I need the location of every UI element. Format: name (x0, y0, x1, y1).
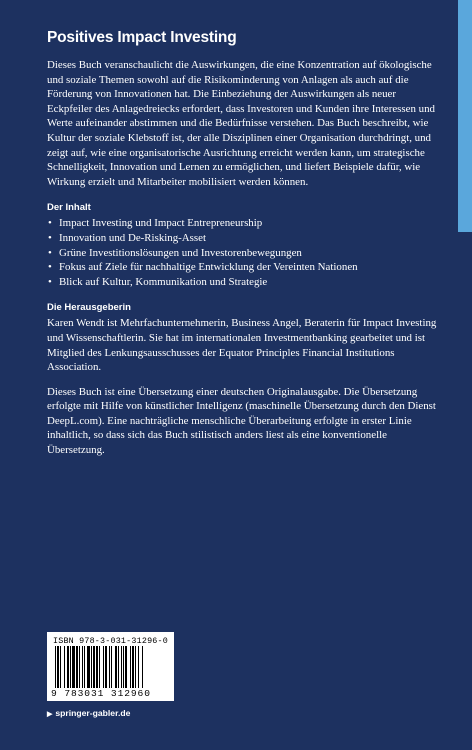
list-item: • Impact Investing und Impact Entrepreneurship (48, 217, 263, 230)
list-item: • Blick auf Kultur, Kommunikation und Strategie (48, 275, 268, 288)
isbn-barcode (47, 632, 174, 701)
publisher-url: springer-gabler.de (55, 708, 131, 718)
publisher-link[interactable] (47, 708, 130, 718)
book-title: Positives Impact Investing (47, 29, 237, 46)
accent-stripe (458, 0, 472, 232)
contents-heading: Der Inhalt (47, 202, 91, 214)
editor-heading: Die Herausgeberin (47, 302, 131, 314)
barcode-digits: 9 783031 312960 (51, 688, 151, 699)
barcode-icon (53, 646, 168, 688)
bullet-icon: • (48, 261, 52, 274)
translation-note: Dieses Buch ist eine Übersetzung einer deutschen Originalausgabe. Die Übersetzung erfolgte mit Hilfe von künstlicher Intelligenz (maschinelle Übersetzung durch den Dienst DeepL.com). Eine nachträgliche menschliche Überarbeitung erfolgte in erster Linie inhaltlich, so dass sich das Buch stilistisch anders liest als eine konventionelle Übersetzung. (47, 385, 436, 457)
triangle-right-icon: ▶ (47, 711, 53, 718)
isbn-label: ISBN 978-3-031-31296-0 (53, 636, 168, 646)
contents-list (47, 216, 441, 289)
bullet-icon: • (48, 246, 52, 259)
bullet-icon: • (48, 231, 52, 244)
bullet-icon: • (48, 275, 52, 288)
list-item: • Grüne Investitionslösungen und Investorenbewegungen (48, 246, 302, 259)
intro-paragraph: Dieses Buch veranschaulicht die Auswirkungen, die eine Konzentration auf ökologische und soziale Themen sowohl auf die Risikominderung von Anlagen als auch auf die Förderung von Innovationen hat. Die Einbeziehung der Auswirkungen als neuer Eckpfeiler des Anlagedreiecks erfordert, dass Investoren und Kunden ihre Interessen und Werte aufeinander abstimmen und die Bedürfnisse verstehen. Das Buch beschreibt, wie Kultur der soziale Klebstoff ist, der alle Disziplinen einer Organisation durchdringt, und zeigt auf, wie eine organisatorische Ausrichtung erreicht werden kann, um strategische Schnelligkeit, Innovation und Lernen zu ermöglichen, und liefert Beispiele dafür, wie Wirkung erzielt und Mitarbeiter mobilisiert werden können. (47, 59, 435, 188)
list-item: • Fokus auf Ziele für nachhaltige Entwicklung der Vereinten Nationen (48, 261, 358, 274)
editor-paragraph: Karen Wendt ist Mehrfachunternehmerin, Business Angel, Beraterin für Impact Investing und Wissenschaftlerin. Sie hat im internationalen Investmentbanking gearbeitet und ist Mitglied des Lenkungsausschusses der Equator Principles Financial Institutions Association. (47, 317, 437, 374)
back-cover-text (47, 28, 441, 458)
list-item: • Innovation und De-Risking-Asset (48, 231, 207, 244)
bullet-icon: • (48, 217, 52, 230)
